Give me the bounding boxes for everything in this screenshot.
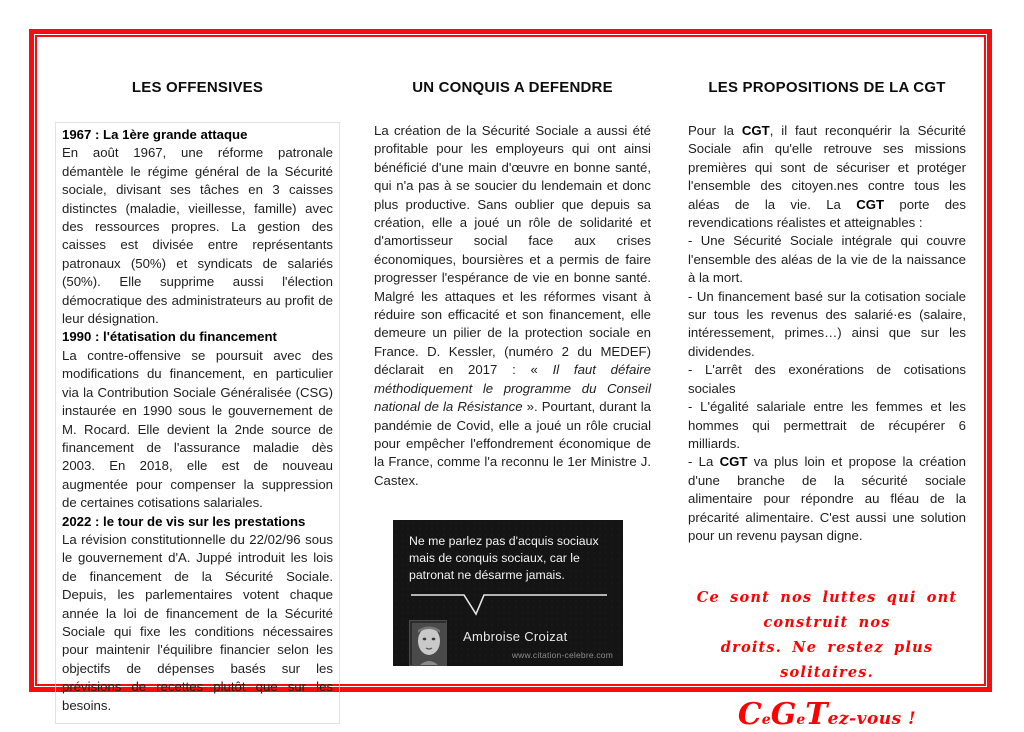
- proposition-item-5: [688, 453, 966, 545]
- cgt-letter: G: [770, 697, 797, 732]
- speech-bubble-line: [409, 590, 609, 616]
- cgt-tail: ez-vous !: [827, 709, 917, 730]
- slogan-line-1: Ce sont nos luttes qui ont construit nos: [696, 589, 958, 632]
- cgt-slogan: [688, 697, 966, 732]
- subheading-1967: 1967 : La 1ère grande attaque: [62, 127, 248, 142]
- run-normal: , il faut reconquérir la Sécurité Sociale afin qu'elle retrouve ses missions premières qui sont de sécuriser et protéger l'ensemble des citoyen.nes contre tous les aléas de la vie. La: [688, 123, 967, 212]
- cgt-letter: C: [737, 697, 762, 732]
- run-normal: - La: [688, 454, 720, 470]
- paragraph-1967: En août 1967, une réforme patronale démantèle le régime général de la Sécurité sociale, divisant ses tâches en 3 caisses distinctes (maladie, vieillesse, famille) avec des ressources propres. La gestion des caisses est divisée entre représentants patronaux (50%) et syndicats de salariés (50%). Elle supprime aussi l'élection démocratique des administrateurs au profit de leur désignation.: [62, 145, 333, 327]
- proposition-item-1: - Une Sécurité Sociale intégrale qui couvre l'ensemble des aléas de la vie de la naissance à la mort.: [688, 233, 966, 286]
- column-1-textbox: [55, 122, 340, 724]
- column-un-conquis-a-defendre: [374, 78, 651, 666]
- column-2-heading: UN CONQUIS A DEFENDRE: [412, 79, 613, 96]
- run-normal: Pour la: [688, 123, 742, 138]
- column-1-heading: LES OFFENSIVES: [131, 79, 264, 96]
- run-normal: La création de la Sécurité Sociale a aussi été profitable pour les employeurs qui ont ainsi bénéficié d'une main d'œuvre en bonne santé, qui n'a pas à se soucier du lendemain et donc plus productive. Sans oublier que depuis sa création, elle a joué un rôle de solidarité et d'amortisseur social face aux crises économiques, boursières et a permis de faire progresser l'espérance de vie en bonne santé. Malgré les attaques et les réformes visant à réduire son efficacité et son financement, elle demeure un pilier de la protection sociale en France. D. Kessler, (numéro 2 du MEDEF) déclarait en 2017 : «: [374, 123, 651, 378]
- column-les-propositions-de-la-cgt: [688, 78, 966, 732]
- run-bold-cgt: CGT: [741, 123, 770, 138]
- proposition-item-4: - L'égalité salariale entre les femmes et les hommes qui permettrait de récupérer 6 milliards.: [688, 399, 966, 451]
- subheading-1990: 1990 : l'étatisation du financement: [62, 329, 277, 345]
- source-url: www.citation-celebre.com: [511, 650, 613, 661]
- column-3-heading: LES PROPOSITIONS DE LA CGT: [708, 79, 946, 96]
- proposition-item-2: - Un financement basé sur la cotisation sociale sur tous les revenus des salarié·es (salaire, intéressement, primes…) ainsi que sur les dividendes.: [688, 288, 966, 359]
- quote-image-card: [393, 520, 623, 666]
- cgt-letter: T: [805, 697, 828, 732]
- slogan-line-2: droits. Ne restez plus solitaires.: [720, 639, 934, 682]
- slogan-block: [688, 585, 966, 732]
- cgt-letter: e: [761, 712, 771, 729]
- paragraph-2022: La révision constitutionnelle du 22/02/96 sous le gouvernement d'A. Juppé introduit les lois de financement de la Sécurité Sociale. Depuis, les parlementaires votent chaque année la loi de financement de la Sécurité Sociale qui fixe les conditions nécessaires pour maintenir l'équilibre financier selon les objectifs de dépenses basés sur les prévisions de recettes plutôt que sur les besoins.: [62, 531, 333, 713]
- column-les-offensives: [55, 78, 340, 724]
- author-name: Ambroise Croizat: [463, 628, 568, 644]
- proposition-item-3: - L'arrêt des exonérations de cotisations sociales: [688, 362, 966, 396]
- quote-text: Ne me parlez pas d'acquis sociaux mais de conquis sociaux, car le patronat ne désarme jamais.: [409, 534, 599, 582]
- cgt-letter: e: [796, 712, 806, 729]
- run-normal: va plus loin et propose la création d'une branche de la sécurité sociale alimentaire pour répondre au fléau de la précarité alimentaire. C'est aussi une solution pour un revenu paysan digne.: [688, 454, 966, 543]
- run-normal: porte des revendications réalistes et atteignables :: [688, 196, 966, 231]
- run-italic-kessler-quote: Il faut défaire méthodiquement le programme du Conseil national de la Résistance: [374, 362, 651, 415]
- column-2-paragraph: [374, 122, 651, 490]
- subheading-2022: 2022 : le tour de vis sur les prestations: [62, 513, 306, 529]
- paragraph-1990: La contre-offensive se poursuit avec des modifications du financement, en particulier via la Contribution Sociale Généralisée (CSG) instaurée en 1990 sous le gouvernement de M. Rocard. Elle devient la 2nde source de financement de l'assurance maladie dès 2003. En 2018, elle est de nouveau augmentée pour compenser la suppression de certaines cotisations salariales.: [62, 347, 333, 511]
- run-normal: ». Pourtant, durant la pandémie de Covid, elle a joué un rôle crucial pour empêcher l'effondrement économique de la France, comme l'a reconnu le 1er Ministre J. Castex.: [374, 399, 651, 488]
- proposition-intro: [688, 122, 966, 232]
- run-bold-cgt: CGT: [719, 454, 748, 470]
- portrait-photo-ambroise-croizat: [409, 620, 447, 666]
- run-bold-cgt: CGT: [856, 196, 885, 212]
